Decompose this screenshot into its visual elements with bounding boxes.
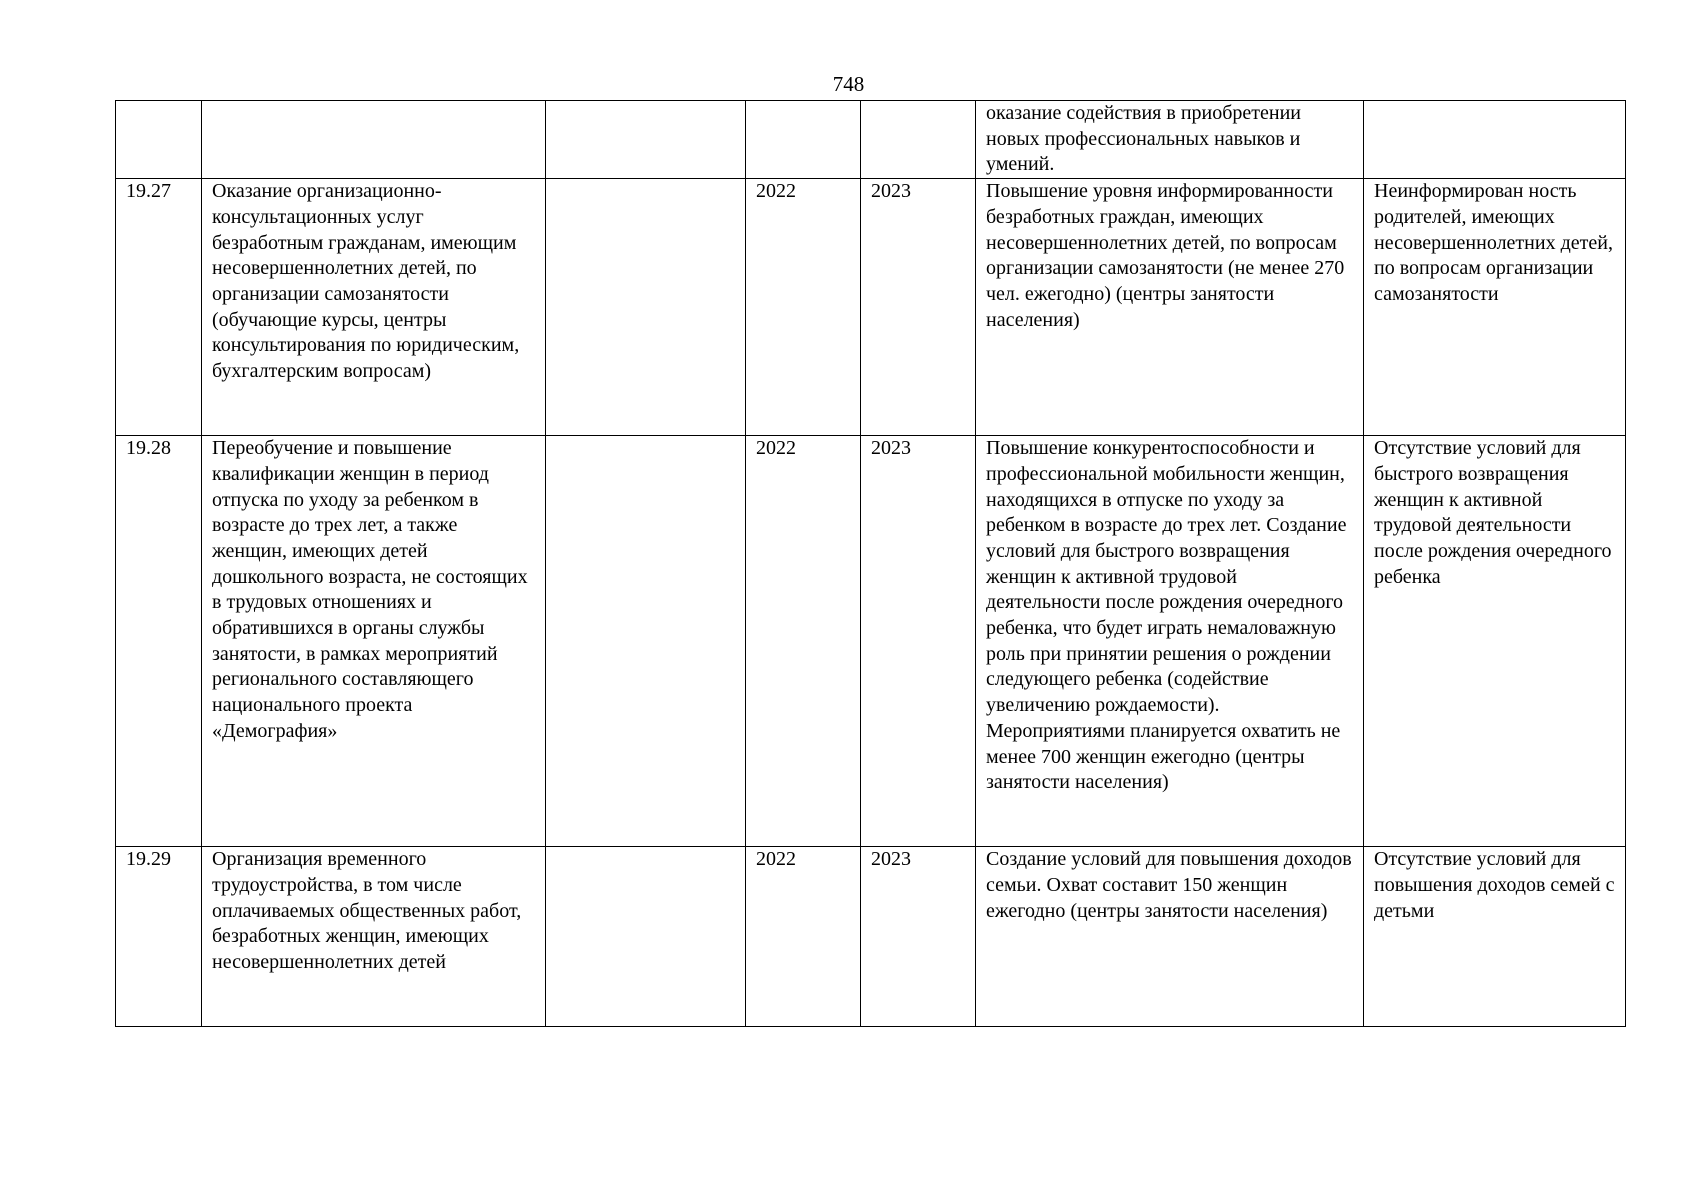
measure-cell: Организация временного трудоустройства, в том числе оплачиваемых общественных работ, безработных женщин, имеющих несовершеннолетних детей — [202, 847, 546, 1027]
problem-cell — [1364, 101, 1626, 179]
table-row — [116, 436, 1626, 847]
end-year-cell — [861, 101, 976, 179]
measure-cell: Оказание организационно-консультационных услуг безработным гражданам, имеющим несовершеннолетних детей, по организации самозанятости (обучающие курсы, центры консультирования по юридическим, бухгалтерским вопросам) — [202, 179, 546, 436]
result-cell: Создание условий для повышения доходов семьи. Охват составит 150 женщин ежегодно (центры занятости населения) — [976, 847, 1364, 1027]
start-year-cell: 2022 — [746, 847, 861, 1027]
executor-cell — [546, 847, 746, 1027]
table-row — [116, 179, 1626, 436]
row-number-cell: 19.29 — [116, 847, 202, 1027]
end-year-cell: 2023 — [861, 179, 976, 436]
executor-cell — [546, 101, 746, 179]
result-cell: Повышение конкурентоспособности и профессиональной мобильности женщин, находящихся в отпуске по уходу за ребенком в возрасте до трех лет. Создание условий для быстрого возвращения женщин к активной трудовой деятельности после рождения очередного ребенка, что будет играть немаловажную роль при принятии решения о рождении следующего ребенка (содействие увеличению рождаемости). Мероприятиями планируется охватить не менее 700 женщин ежегодно (центры занятости населения) — [976, 436, 1364, 847]
executor-cell — [546, 179, 746, 436]
measure-cell: Переобучение и повышение квалификации женщин в период отпуска по уходу за ребенком в возрасте до трех лет, а также женщин, имеющих детей дошкольного возраста, не состоящих в трудовых отношениях и обратившихся в органы службы занятости, в рамках мероприятий регионального составляющего национального проекта «Демография» — [202, 436, 546, 847]
row-number-cell: 19.28 — [116, 436, 202, 847]
executor-cell — [546, 436, 746, 847]
end-year-cell: 2023 — [861, 847, 976, 1027]
problem-cell: Отсутствие условий для быстрого возвращения женщин к активной трудовой деятельности после рождения очередного ребенка — [1364, 436, 1626, 847]
result-cell: оказание содействия в приобретении новых профессиональных навыков и умений. — [976, 101, 1364, 179]
problem-cell: Отсутствие условий для повышения доходов семей с детьми — [1364, 847, 1626, 1027]
problem-cell: Неинформирован ность родителей, имеющих несовершеннолетних детей, по вопросам организации самозанятости — [1364, 179, 1626, 436]
measures-table — [115, 100, 1626, 1027]
row-number-cell: 19.27 — [116, 179, 202, 436]
table-row — [116, 101, 1626, 179]
start-year-cell — [746, 101, 861, 179]
measure-cell — [202, 101, 546, 179]
start-year-cell: 2022 — [746, 179, 861, 436]
end-year-cell: 2023 — [861, 436, 976, 847]
result-cell: Повышение уровня информированности безработных граждан, имеющих несовершеннолетних детей, по вопросам организации самозанятости (не менее 270 чел. ежегодно) (центры занятости населения) — [976, 179, 1364, 436]
row-number-cell — [116, 101, 202, 179]
page-number: 748 — [832, 72, 865, 96]
table-row — [116, 847, 1626, 1027]
start-year-cell: 2022 — [746, 436, 861, 847]
